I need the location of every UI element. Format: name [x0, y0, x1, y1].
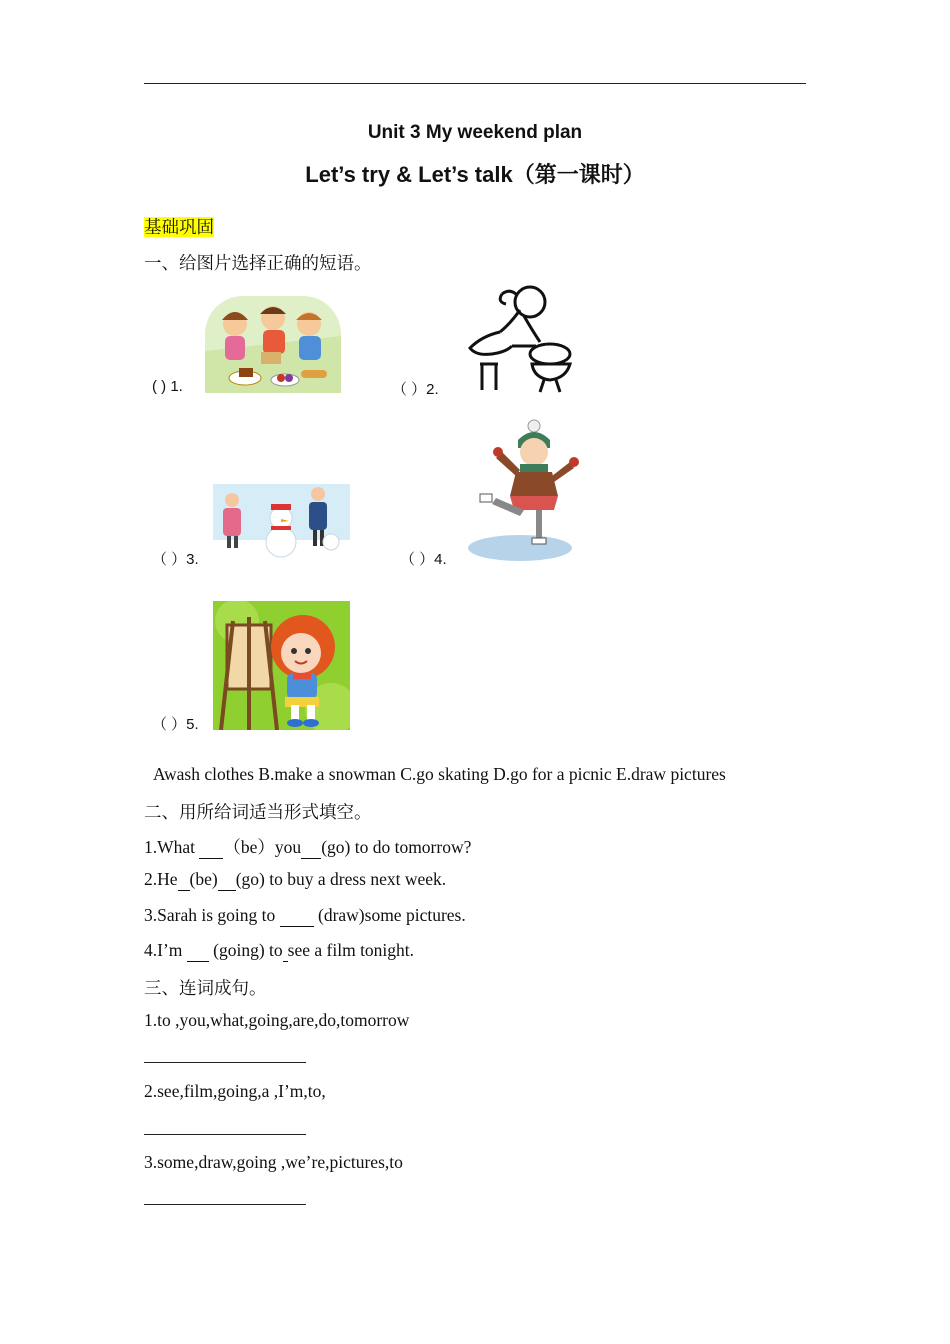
part3-question-1: 1.to ,you,what,going,are,do,tomorrow [144, 1010, 410, 1030]
snowman-picture [213, 484, 350, 565]
part1-instruction: 一、给图片选择正确的短语。 [144, 253, 372, 273]
part2-question-4: 4.I’m (going) to see a film tonight. [144, 940, 415, 960]
part2-question-2: 2.He (be) (go) to buy a dress next week. [144, 869, 447, 889]
part2-question-1: 1.What （be）you (go) to do tomorrow? [144, 837, 472, 857]
unit-title: Unit 3 My weekend plan [367, 122, 583, 143]
part3-instruction: 三、连词成句。 [144, 978, 267, 998]
part2-question-3: 3.Sarah is going to (draw)some pictures. [144, 905, 466, 925]
drawing-picture [213, 601, 350, 730]
section-label: 基础巩固 [144, 217, 214, 237]
skating-picture [466, 418, 584, 565]
item-5-label: （ ）5. [152, 716, 199, 733]
header-rule [144, 83, 806, 84]
answer-line-2 [144, 1134, 306, 1135]
part3-question-3: 3.some,draw,going ,we’re,pictures,to [144, 1152, 403, 1172]
item-4-label: （ ）4. [400, 551, 447, 568]
washing-clothes-picture [462, 280, 584, 393]
picnic-picture [205, 296, 341, 393]
item-3-label: （ ）3. [152, 551, 199, 568]
part1-options: Awash clothes B.make a snowman C.go skating D.go for a picnic E.draw pictures [153, 764, 726, 784]
lesson-title: Let’s try & Let’s talk（第一课时） [305, 162, 645, 187]
part3-question-2: 2.see,film,going,a ,I’m,to, [144, 1081, 326, 1101]
answer-line-3 [144, 1204, 306, 1205]
part2-instruction: 二、用所给词适当形式填空。 [144, 802, 372, 822]
item-2-label: （ ）2. [392, 381, 439, 398]
answer-line-1 [144, 1062, 306, 1063]
item-1-label: ( ) 1. [152, 378, 183, 395]
